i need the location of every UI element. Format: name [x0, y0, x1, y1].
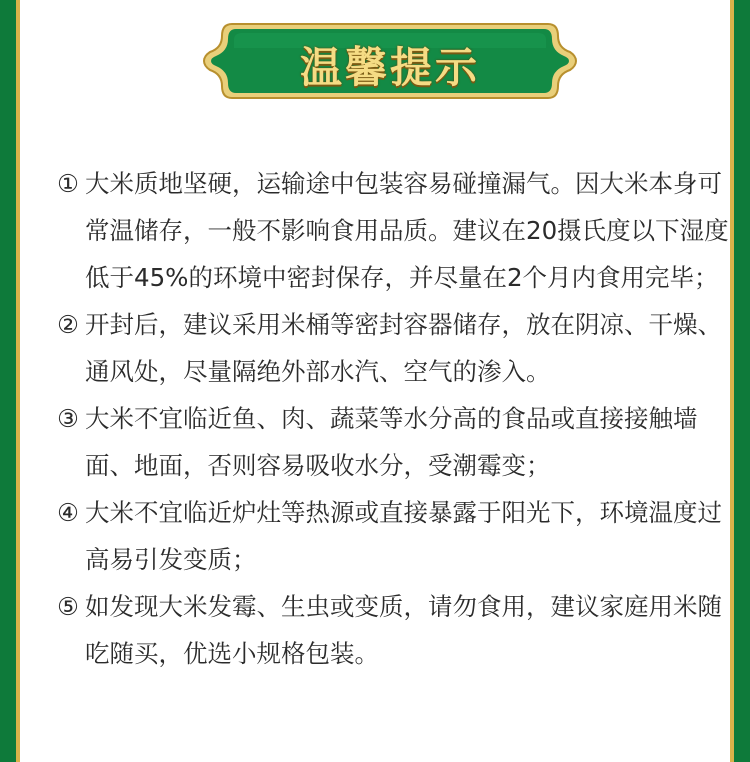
tip-text: 如发现大米发霉、生虫或变质，请勿食用，建议家庭用米随吃随买，优选小规格包装。 — [85, 592, 722, 668]
list-item — [57, 301, 737, 395]
tip-number: ② — [57, 310, 79, 339]
tip-number: ① — [57, 169, 79, 198]
list-item — [57, 583, 737, 677]
tip-text: 大米不宜临近鱼、肉、蔬菜等水分高的食品或直接接触墙面、地面，否则容易吸收水分，受潮霉变； — [85, 404, 698, 480]
list-item — [57, 160, 737, 301]
title-badge — [202, 18, 578, 104]
notice-card — [20, 0, 730, 762]
tip-text: 大米不宜临近炉灶等热源或直接暴露于阳光下，环境温度过高易引发变质； — [85, 498, 722, 574]
tip-text: 开封后，建议采用米桶等密封容器储存，放在阴凉、干燥、通风处，尽量隔绝外部水汽、空气的渗入。 — [85, 310, 722, 386]
list-item — [57, 395, 737, 489]
tip-text: 大米质地坚硬，运输途中包装容易碰撞漏气。因大米本身可常温储存，一般不影响食用品质。建议在20摄氏度以下湿度低于45%的环境中密封保存，并尽量在2个月内食用完毕； — [85, 169, 729, 292]
tips-list — [57, 160, 737, 677]
list-item — [57, 489, 737, 583]
tip-number: ④ — [57, 498, 79, 527]
tip-number: ⑤ — [57, 592, 79, 621]
page-title: 温馨提示 — [299, 43, 480, 92]
tip-number: ③ — [57, 404, 79, 433]
